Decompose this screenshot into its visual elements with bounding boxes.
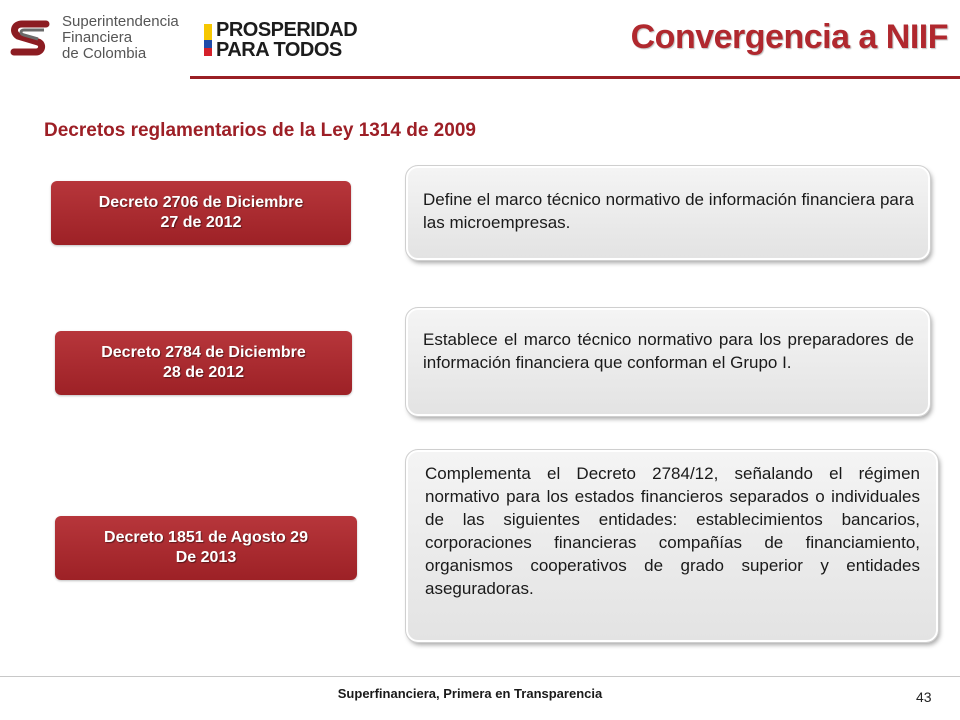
decree-description-2784: Establece el marco técnico normativo para los preparadores de información financiera que conforman el Grupo I. bbox=[406, 308, 930, 416]
logo-text-line3: de Colombia bbox=[62, 45, 147, 62]
decree-label-1851 bbox=[55, 516, 357, 580]
logo-text-line1: Superintendencia bbox=[62, 13, 179, 30]
logo-text-line2: Financiera bbox=[62, 29, 133, 46]
decree-label-line2: 27 de 2012 bbox=[160, 214, 242, 231]
footer-divider bbox=[0, 676, 960, 677]
section-subtitle: Decretos reglamentarios de la Ley 1314 de 2009 bbox=[44, 120, 476, 141]
decree-label-line2: De 2013 bbox=[175, 549, 237, 566]
decree-label-line1: Decreto 2784 de Diciembre bbox=[101, 344, 306, 361]
page-number: 43 bbox=[916, 689, 932, 705]
decree-description-2706: Define el marco técnico normativo de información financiera para las microempresas. bbox=[406, 166, 930, 260]
prosperidad-line2: PARA TODOS bbox=[216, 39, 342, 61]
prosperidad-line1: PROSPERIDAD bbox=[216, 19, 358, 41]
decree-label-2706 bbox=[51, 181, 351, 245]
decree-label-line1: Decreto 1851 de Agosto 29 bbox=[104, 529, 308, 546]
superfinanciera-emblem-icon bbox=[8, 16, 52, 60]
header-divider bbox=[190, 76, 960, 79]
decree-label-line1: Decreto 2706 de Diciembre bbox=[98, 194, 304, 211]
colombia-flag-icon bbox=[204, 24, 212, 56]
footer-slogan: Superfinanciera, Primera en Transparencia bbox=[337, 686, 603, 701]
decree-description-1851: Complementa el Decreto 2784/12, señalando el régimen normativo para los estados financieros separados o individuales de las siguientes entidades: establecimientos bancarios, corporaciones financieras compañías de financiamiento, organismos cooperativos de grado superior y entidades aseguradoras. bbox=[406, 450, 938, 642]
prosperidad-logo bbox=[204, 19, 358, 64]
decree-label-2784 bbox=[55, 331, 352, 395]
superfinanciera-logo bbox=[8, 14, 178, 64]
decree-label-line2: 28 de 2012 bbox=[163, 364, 244, 381]
page-title: Convergencia a NIIF bbox=[630, 18, 948, 56]
